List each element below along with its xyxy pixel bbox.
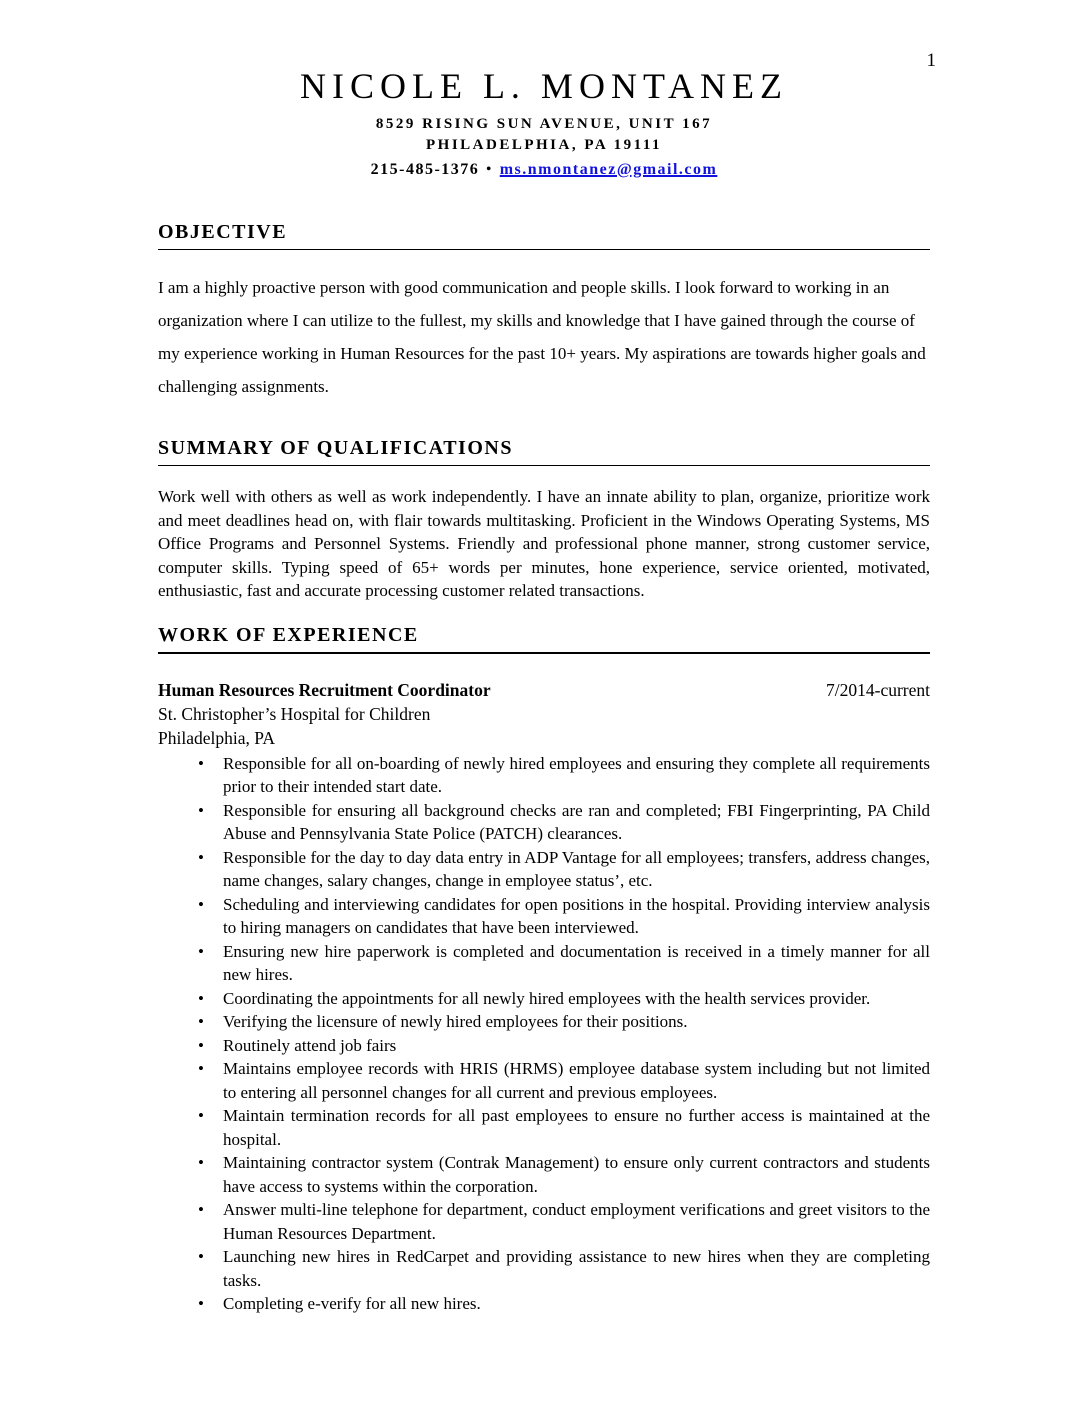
job-bullet: • Completing e-verify for all new hires. bbox=[158, 1292, 930, 1316]
job-bullet: • Verifying the licensure of newly hired employees for their positions. bbox=[158, 1010, 930, 1034]
job-entry bbox=[158, 678, 930, 1316]
job-bullet: • Responsible for the day to day data entry in ADP Vantage for all employees; transfers, address changes, name changes, salary changes, change in employee status’, etc. bbox=[158, 846, 930, 893]
job-bullet: • Routinely attend job fairs bbox=[158, 1034, 930, 1058]
job-bullet: • Coordinating the appointments for all newly hired employees with the health services provider. bbox=[158, 987, 930, 1011]
job-bullet: • Maintain termination records for all past employees to ensure no further access is maintained at the hospital. bbox=[158, 1104, 930, 1151]
section-objective bbox=[158, 220, 930, 403]
job-bullet: • Answer multi-line telephone for department, conduct employment verifications and greet visitors to the Human Resources Department. bbox=[158, 1198, 930, 1245]
address-line-1: 8529 RISING SUN AVENUE, UNIT 167 bbox=[375, 116, 713, 132]
job-bullet: • Scheduling and interviewing candidates for open positions in the hospital. Providing interview analysis to hiring managers on candidates that have been interviewed. bbox=[158, 893, 930, 940]
bullet-separator-icon: • bbox=[486, 162, 493, 177]
candidate-name: NICOLE L. MONTANEZ bbox=[299, 66, 789, 106]
phone-number: 215-485-1376 bbox=[370, 161, 480, 178]
job-bullet: • Maintaining contractor system (Contrak Management) to ensure only current contractors and students have access to systems within the corporation. bbox=[158, 1151, 930, 1198]
job-bullet: • Maintains employee records with HRIS (HRMS) employee database system including but not limited to entering all personnel changes for all current and previous employees. bbox=[158, 1057, 930, 1104]
experience-heading: WORK OF EXPERIENCE bbox=[158, 623, 930, 654]
section-summary bbox=[158, 436, 930, 603]
job-title: Human Resources Recruitment Coordinator bbox=[158, 679, 491, 700]
section-experience bbox=[158, 623, 930, 1316]
resume-header bbox=[158, 0, 930, 182]
objective-heading: OBJECTIVE bbox=[158, 220, 930, 250]
summary-heading: SUMMARY OF QUALIFICATIONS bbox=[158, 436, 930, 466]
contact-line bbox=[158, 158, 930, 182]
objective-paragraph: I am a highly proactive person with good communication and people skills. I look forward to working in an organization where I can utilize to the fullest, my skills and knowledge that I have gained through the course of my experience working in Human Resources for the past 10+ years. My aspirations are towards higher goals and challenging assignments. bbox=[158, 278, 926, 396]
job-bullet: • Launching new hires in RedCarpet and providing assistance to new hires when they are completing tasks. bbox=[158, 1245, 930, 1292]
job-bullet-list bbox=[158, 752, 930, 1316]
email-link[interactable]: ms.nmontanez@gmail.com bbox=[499, 161, 718, 178]
job-dates: 7/2014-current bbox=[826, 679, 930, 700]
job-bullet: • Responsible for ensuring all background checks are ran and completed; FBI Fingerprinting, PA Child Abuse and Pennsylvania State Police (PATCH) clearances. bbox=[158, 799, 930, 846]
summary-paragraph: Work well with others as well as work independently. I have an innate ability to plan, organize, prioritize work and meet deadlines head on, with flair towards multitasking. Proficient in the Windows Operating Systems, MS Office Programs and Personnel Systems. Friendly and professional phone manner, strong customer service, computer skills. Typing speed of 65+ words per minutes, hone experience, service oriented, motivated, enthusiastic, fast and accurate processing customer related transactions. bbox=[158, 487, 930, 600]
address-line-2: PHILADELPHIA, PA 19111 bbox=[426, 137, 662, 153]
job-company: St. Christopher’s Hospital for Children bbox=[158, 703, 431, 724]
page-number: 1 bbox=[926, 50, 936, 71]
job-bullet: • Responsible for all on-boarding of newly hired employees and ensuring they complete all requirements prior to their intended start date. bbox=[158, 752, 930, 799]
job-title-row bbox=[158, 678, 930, 702]
job-location: Philadelphia, PA bbox=[158, 727, 275, 748]
job-bullet: • Ensuring new hire paperwork is completed and documentation is received in a timely manner for all new hires. bbox=[158, 940, 930, 987]
